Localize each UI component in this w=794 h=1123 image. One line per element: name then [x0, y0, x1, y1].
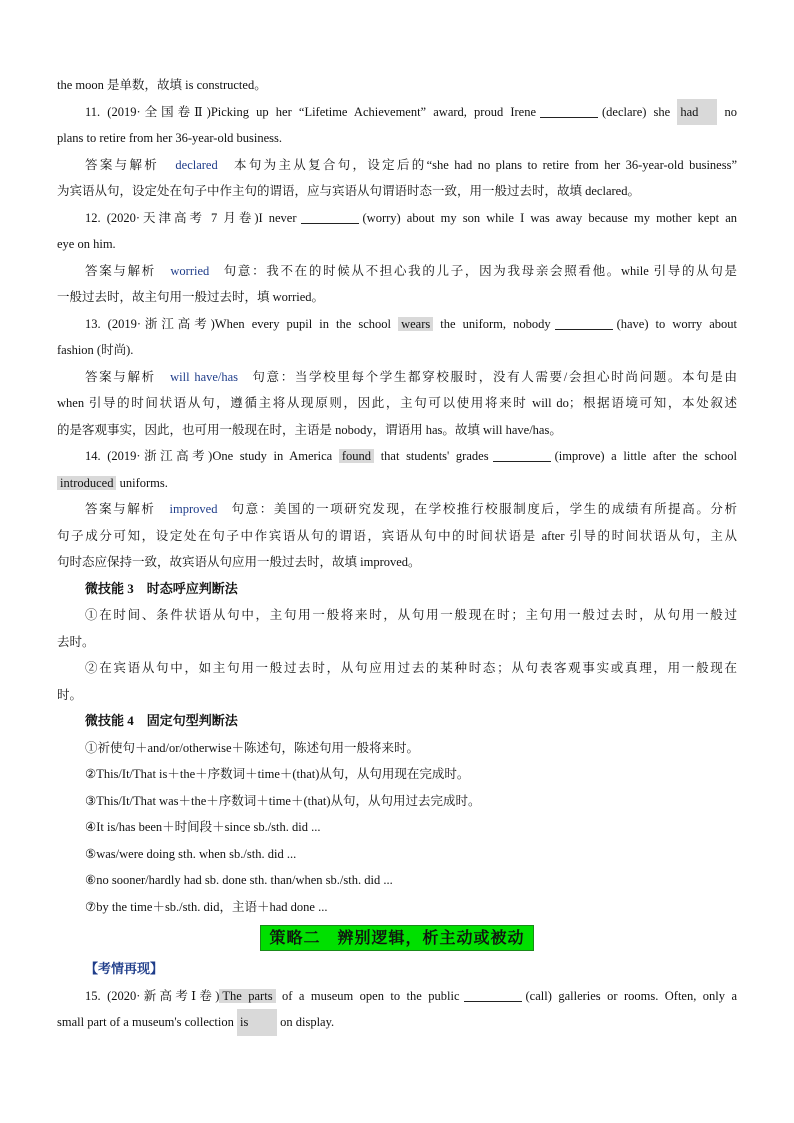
question-11-line-2: [57, 125, 737, 152]
q15-text: on display.: [280, 1015, 335, 1029]
question-13-line-2: [57, 337, 737, 364]
q11-text: (declare) she: [602, 104, 671, 119]
q12-text: eye on him.: [57, 237, 116, 251]
answer-14-line-3: [57, 549, 737, 576]
highlighted-word: found: [339, 449, 374, 463]
question-12-line-2: [57, 231, 737, 258]
question-14-line-2: [57, 470, 737, 497]
answer-value: will have/has: [170, 369, 239, 384]
skill-4-heading: 微技能 4 固定句型判断法: [85, 713, 238, 728]
question-11-line-1: [57, 99, 737, 126]
q14-text: uniforms.: [119, 475, 168, 490]
skill-4-item: ①祈使句＋and/or/otherwise＋陈述句，陈述句用一般将来时。: [85, 740, 420, 755]
explanation-text: 本句为主从复合句，设定后的“she had no plans to retire from her 36-year-old business”: [234, 157, 737, 172]
explanation-text: 句意：我不在的时候从不担心我的儿子，因为我母亲会照看他。while 引导的从句是: [223, 263, 738, 278]
question-13-line-1: [57, 311, 737, 338]
answer-13-line-2: [57, 390, 737, 417]
answer-blank[interactable]: [540, 103, 598, 118]
q11-text: no: [724, 104, 737, 119]
explanation-text: 句意：当学校里每个学生都穿校服时，没有人需要/会担心时尚问题。本句是由: [252, 369, 737, 384]
explanation-text: 为宾语从句，设定处在句子中作主句的谓语，应与宾语从句谓语时态一致，用一般过去时，故填 declared。: [57, 184, 640, 198]
answer-11-line-1: [57, 152, 737, 179]
q11-text: plans to retire from her 36-year-old business.: [57, 131, 283, 145]
strategy-2-banner: 策略二 辨别逻辑，析主动或被动: [260, 925, 533, 951]
q11-text: 11. (2019·全国卷Ⅱ)Picking up her “Lifetime Achievement” award, proud Irene: [85, 104, 537, 119]
strategy-banner-row: [57, 922, 737, 956]
rule-text: 时。: [57, 687, 83, 702]
skill-4-item: ②This/It/That is＋the＋序数词＋time＋(that)从句，从句用现在完成时。: [85, 767, 470, 781]
answer-11-line-2: [57, 178, 737, 205]
document-page: [57, 72, 737, 1036]
q14-text: 14. (2019·浙江高考)One study in America: [85, 449, 333, 463]
answer-13-line-3: [57, 417, 737, 444]
answer-14-line-2: [57, 523, 737, 550]
answer-12-line-1: [57, 258, 737, 285]
skill-4-item: ⑥no sooner/hardly had sb. done sth. than/when sb./sth. did ...: [85, 873, 393, 887]
q10-answer-tail: [57, 72, 737, 99]
skill-3-rule-2-cont: [57, 682, 737, 709]
highlighted-word: is: [237, 1009, 277, 1036]
explanation-text: 的是客观事实，因此，也可用一般现在时，主语是 nobody，谓语用 has。故填 will have/has。: [57, 422, 562, 437]
answer-value: worried: [170, 263, 210, 278]
question-15-line-1: [57, 983, 737, 1010]
highlighted-word: wears: [398, 317, 433, 331]
q14-text: (improve) a little after the school: [554, 449, 738, 463]
highlighted-word: introduced: [57, 476, 116, 490]
rule-text: ①在时间、条件状语从句中，主句用一般将来时，从句用一般现在时；主句用一般过去时，从句用一般过: [85, 608, 737, 622]
skill-3-rule-1: [57, 602, 737, 629]
skill-3-rule-1-cont: [57, 629, 737, 656]
q15-text: small part of a museum's collection: [57, 1015, 234, 1029]
skill-3-rule-2: [57, 655, 737, 682]
q15-text: 15. (2020·新高考Ⅰ卷): [85, 988, 220, 1003]
answer-12-line-2: [57, 284, 737, 311]
q13-text: fashion (时尚).: [57, 343, 134, 357]
answer-value: declared: [175, 157, 218, 172]
q12-text: 12. (2020·天津高考 7 月卷)I never: [85, 210, 297, 225]
question-15-line-2: [57, 1009, 737, 1036]
answer-blank[interactable]: [493, 447, 551, 462]
question-12-line-1: [57, 205, 737, 232]
explanation-text: 句意：美国的一项研究发现，在学校推行校服制度后，学生的成绩有所提高。分析: [231, 502, 737, 516]
highlighted-word: The parts: [219, 989, 275, 1003]
skill-3-heading: 微技能 3 时态呼应判断法: [85, 580, 238, 596]
rule-text: ②在宾语从句中，如主句用一般过去时，从句应用过去的某种时态；从句表客观事实或真理，用一般现在: [85, 661, 737, 675]
answer-label: 答案与解析: [85, 157, 160, 172]
q12-text: (worry) about my son while I was away because my mother kept an: [362, 210, 737, 225]
q14-text: that students' grades: [380, 449, 489, 463]
skill-4-item: ③This/It/That was＋the＋序数词＋time＋(that)从句，从句用过去完成时。: [85, 793, 481, 808]
question-14-line-1: [57, 443, 737, 470]
explanation-text: 一般过去时，故主句用一般过去时，填 worried。: [57, 290, 324, 304]
rule-text: 去时。: [57, 634, 95, 649]
answer-blank[interactable]: [464, 987, 522, 1002]
answer-blank[interactable]: [555, 315, 613, 330]
answer-blank[interactable]: [301, 209, 359, 224]
highlighted-word: had: [677, 99, 717, 126]
explanation-text: 句时态应保持一致，故宾语从句应用一般过去时，故填 improved。: [57, 555, 421, 569]
q15-text: of a museum open to the public: [282, 988, 460, 1003]
exam-review-heading: 【考情再现】: [85, 961, 164, 976]
q10-tail-text: the moon 是单数，故填 is constructed。: [57, 78, 267, 92]
answer-value: improved: [169, 502, 218, 516]
answer-14-line-1: [57, 496, 737, 523]
answer-label: 答案与解析: [85, 263, 156, 278]
q13-text: (have) to worry about: [616, 316, 738, 331]
explanation-text: 句子成分可知，设定处在句子中作宾语从句的谓语，宾语从句中的时间状语是 after 引导的时间状语从句，主从: [57, 528, 737, 543]
explanation-text: when 引导的时间状语从句，遵循主将从现原则，因此，主句可以使用将来时 will do；根据语境可知，本处叙述: [57, 396, 737, 410]
q13-text: the uniform, nobody: [440, 316, 551, 331]
skill-4-item: ④It is/has been＋时间段＋since sb./sth. did ...: [85, 820, 321, 834]
skill-4-item: ⑤was/were doing sth. when sb./sth. did ...: [85, 846, 297, 861]
answer-label: 答案与解析: [85, 369, 156, 384]
q15-text: (call) galleries or rooms. Often, only a: [525, 988, 738, 1003]
q13-text: 13. (2019·浙江高考)When every pupil in the school: [85, 316, 392, 331]
skill-4-item: ⑦by the time＋sb./sth. did，主语＋had done ...: [85, 899, 328, 914]
answer-label: 答案与解析: [85, 502, 156, 516]
answer-13-line-1: [57, 364, 737, 391]
